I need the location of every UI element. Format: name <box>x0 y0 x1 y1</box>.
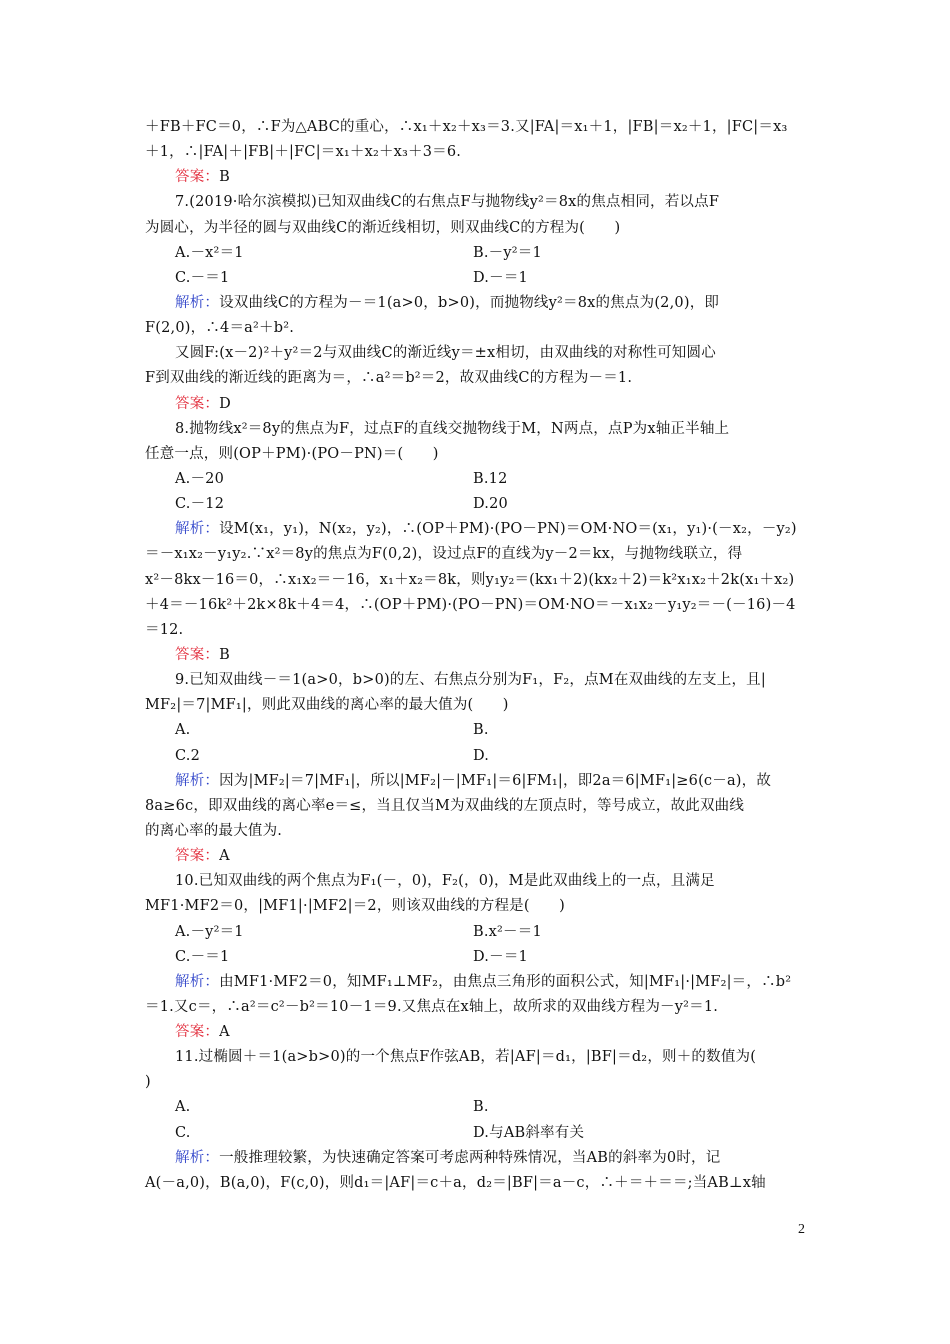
options-row <box>145 744 809 769</box>
analysis-line <box>145 517 809 542</box>
option-c: C.－＝1 <box>175 269 230 286</box>
question-line: 7.(2019·哈尔滨模拟)已知双曲线C的右焦点F与抛物线y²＝8x的焦点相同，若以点F <box>175 194 720 211</box>
option-b: B.－y²＝1 <box>473 244 542 261</box>
answer-label: 答案： <box>175 848 220 865</box>
analysis-line <box>145 291 809 316</box>
option-a: A. <box>175 1099 191 1116</box>
question-line: 9.已知双曲线－＝1(a>0，b>0)的左、右焦点分别为F₁，F₂，点M在双曲线的左支上，且| <box>175 672 766 689</box>
answer-line <box>145 1020 809 1045</box>
options-row <box>145 945 809 970</box>
option-c: C. <box>175 1124 191 1141</box>
analysis-line: 8a≥6c，即双曲线的离心率e＝≤，当且仅当M为双曲线的左顶点时，等号成立，故此双曲线 <box>145 797 745 814</box>
page-content <box>145 115 809 1196</box>
page-number: 2 <box>798 1222 805 1237</box>
option-d: D.20 <box>473 496 508 513</box>
analysis-line: 又圆F:(x－2)²＋y²＝2与双曲线C的渐近线y＝±x相切，由双曲线的对称性可知圆心 <box>175 345 716 362</box>
question-line: MF₂|＝7|MF₁|，则此双曲线的离心率的最大值为( ) <box>145 697 509 714</box>
question-line: ) <box>145 1074 151 1091</box>
question-line: 8.抛物线x²＝8y的焦点为F，过点F的直线交抛物线于M，N两点，点P为x轴正半轴上 <box>175 420 730 437</box>
answer-line <box>145 165 809 190</box>
analysis-line: A(－a,0)，B(a,0)，F(c,0)，则d₁＝|AF|＝c＋a，d₂＝|BF|＝a－c，∴＋＝＋＝＝;当AB⊥x轴 <box>145 1174 766 1191</box>
analysis-line <box>145 769 809 794</box>
text-line: ＋FB＋FC＝0，∴F为△ABC的重心，∴x₁＋x₂＋x₃＝3.又|FA|＝x₁＋1，|FB|＝x₂＋1，|FC|＝x₃ <box>145 119 788 135</box>
answer-label: 答案： <box>175 169 220 186</box>
analysis-text: 设双曲线C的方程为－＝1(a>0，b>0)，而抛物线y²＝8x的焦点为(2,0)，即 <box>219 294 720 311</box>
answer-value: B <box>219 169 230 186</box>
option-d: D. <box>473 747 490 764</box>
answer-line <box>145 844 809 869</box>
question-line: MF1·MF2＝0，|MF1|·|MF2|＝2，则该双曲线的方程是( ) <box>145 898 565 915</box>
question-line: 为圆心，为半径的圆与双曲线C的渐近线相切，则双曲线C的方程为( ) <box>145 219 621 236</box>
answer-label: 答案： <box>175 646 220 663</box>
analysis-line: ＝12. <box>145 621 184 638</box>
answer-value: A <box>219 1024 230 1041</box>
analysis-line: F到双曲线的渐近线的距离为＝，∴a²＝b²＝2，故双曲线C的方程为－＝1. <box>145 370 633 387</box>
answer-value: D <box>219 395 231 412</box>
analysis-text: 由MF1·MF2＝0，知MF₁⊥MF₂，由焦点三角形的面积公式，知|MF₁|·|MF₂|＝，∴b² <box>219 973 792 990</box>
analysis-text: 因为|MF₂|＝7|MF₁|，所以|MF₂|－|MF₁|＝6|FM₁|，即2a＝6|MF₁|≥6(c－a)，故 <box>219 772 772 789</box>
analysis-line <box>145 970 809 995</box>
analysis-label: 解析： <box>175 973 220 990</box>
option-c: C.－＝1 <box>175 948 230 965</box>
text-line: ＋1，∴|FA|＋|FB|＋|FC|＝x₁＋x₂＋x₃＋3＝6. <box>145 144 462 161</box>
analysis-line <box>145 1146 809 1171</box>
analysis-label: 解析： <box>175 772 220 789</box>
question-line: 10.已知双曲线的两个焦点为F₁(－，0)，F₂(，0)，M是此双曲线上的一点，且满足 <box>175 873 715 890</box>
analysis-line: x²－8kx－16＝0，∴x₁x₂＝－16，x₁＋x₂＝8k，则y₁y₂＝(kx₁＋2)(kx₂＋2)＝k²x₁x₂＋2k(x₁＋x₂) <box>145 571 795 588</box>
analysis-text: 一般推理较繁，为快速确定答案可考虑两种特殊情况，当AB的斜率为0时，记 <box>219 1149 721 1166</box>
analysis-line: 的离心率的最大值为. <box>145 822 283 839</box>
analysis-text: 设M(x₁，y₁)，N(x₂，y₂)，∴(OP＋PM)·(PO－PN)＝OM·NO＝(x₁，y₁)·(－x₂，－y₂) <box>219 521 797 538</box>
options-row <box>145 467 809 492</box>
option-b: B. <box>473 1099 489 1116</box>
options-row <box>145 241 809 266</box>
option-b: B.12 <box>473 470 508 487</box>
answer-value: B <box>219 646 230 663</box>
analysis-line: ＝1.又c＝，∴a²＝c²－b²＝10－1＝9.又焦点在x轴上，故所求的双曲线方程为－y²＝1. <box>145 998 719 1015</box>
analysis-line: F(2,0)，∴4＝a²＋b². <box>145 320 295 337</box>
analysis-line: ＝－x₁x₂－y₁y₂.∵x²＝8y的焦点为F(0,2)，设过点F的直线为y－2＝kx，与抛物线联立，得 <box>145 546 743 563</box>
answer-label: 答案： <box>175 395 220 412</box>
options-row <box>145 492 809 517</box>
answer-label: 答案： <box>175 1024 220 1041</box>
options-row <box>145 1095 809 1120</box>
option-b: B. <box>473 722 489 739</box>
answer-line <box>145 392 809 417</box>
options-row <box>145 1121 809 1146</box>
option-a: A.－20 <box>175 470 225 487</box>
analysis-label: 解析： <box>175 1149 220 1166</box>
answer-value: A <box>219 848 230 865</box>
options-row <box>145 266 809 291</box>
option-c: C.－12 <box>175 496 225 513</box>
question-line: 任意一点，则(OP＋PM)·(PO－PN)＝( ) <box>145 445 439 462</box>
option-d: D.与AB斜率有关 <box>473 1124 585 1141</box>
analysis-label: 解析： <box>175 521 220 538</box>
options-row <box>145 718 809 743</box>
option-b: B.x²－＝1 <box>473 923 542 940</box>
option-c: C.2 <box>175 747 201 764</box>
answer-line <box>145 643 809 668</box>
question-line: 11.过椭圆＋＝1(a>b>0)的一个焦点F作弦AB，若|AF|＝d₁，|BF|＝d₂，则＋的数值为( <box>175 1049 757 1066</box>
option-a: A.－x²＝1 <box>175 244 244 261</box>
analysis-line: ＋4＝－16k²＋2k×8k＋4＝4，∴(OP＋PM)·(PO－PN)＝OM·NO＝－x₁x₂－y₁y₂＝－(－16)－4 <box>145 596 796 613</box>
option-a: A.－y²＝1 <box>175 923 244 940</box>
option-d: D.－＝1 <box>473 948 528 965</box>
options-row <box>145 920 809 945</box>
analysis-label: 解析： <box>175 294 220 311</box>
option-a: A. <box>175 722 191 739</box>
option-d: D.－＝1 <box>473 269 528 286</box>
